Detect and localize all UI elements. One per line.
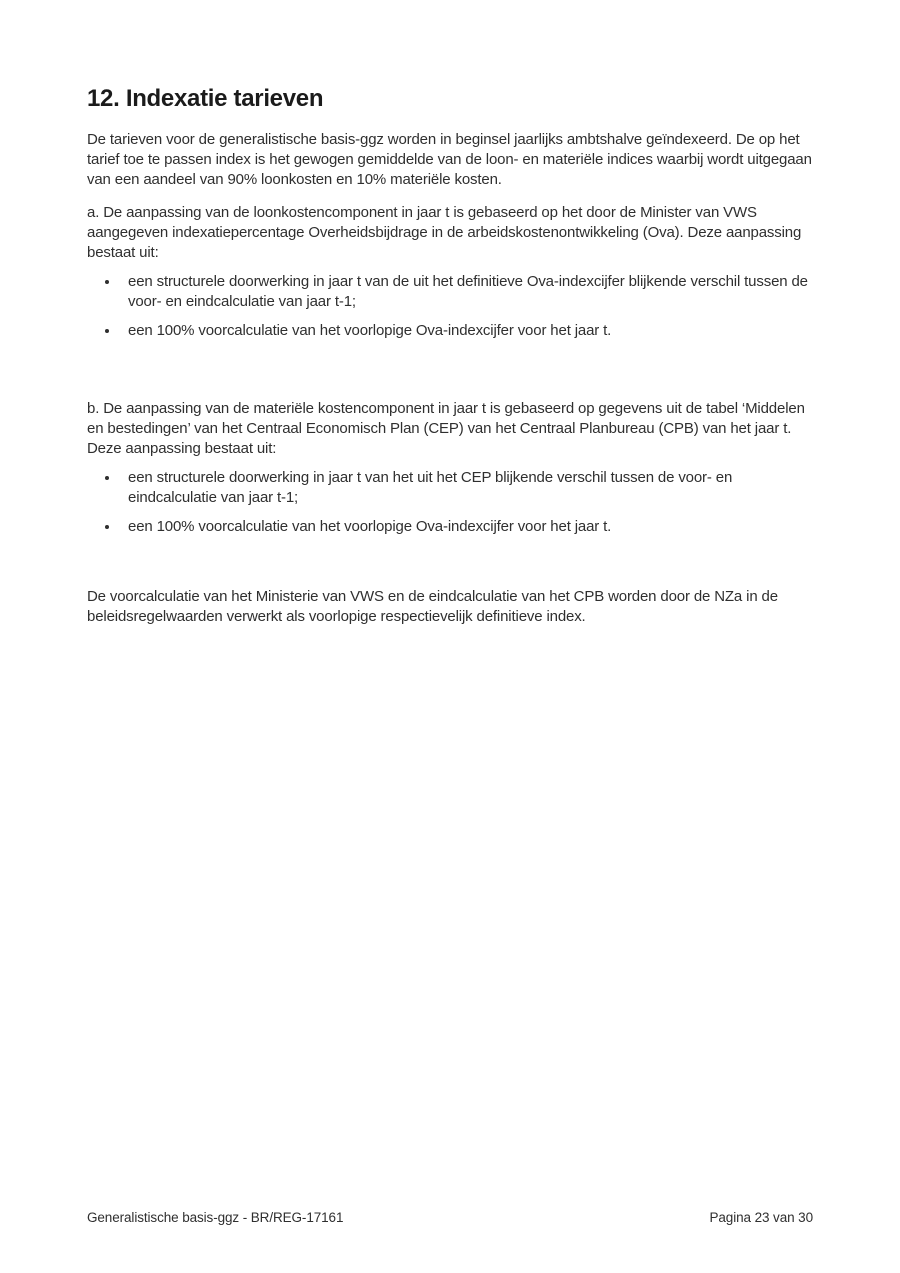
intro-paragraph: De tarieven voor de generalistische basis-ggz worden in beginsel jaarlijks ambtshalve geïndexeerd. De op het tarief toe te passen index is het gewogen gemiddelde van de loon- en materiële indices waarbij wordt uitgegaan van een aandeel van 90% loonkosten en 10% materiële kosten. <box>87 131 812 188</box>
page-footer <box>87 1209 813 1226</box>
list-item <box>87 272 814 312</box>
bullet-text: een 100% voorcalculatie van het voorlopige Ova-indexcijfer voor het jaar t. <box>128 322 612 339</box>
section-a-bullet-list <box>87 272 814 341</box>
bullet-icon <box>105 280 109 284</box>
bullet-text: een 100% voorcalculatie van het voorlopige Ova-indexcijfer voor het jaar t. <box>128 518 612 535</box>
document-content <box>87 0 814 627</box>
bullet-icon <box>105 476 109 480</box>
bullet-text: een structurele doorwerking in jaar t van de uit het definitieve Ova-indexcijfer blijkende verschil tussen de voor- en eindcalculatie van jaar t-1; <box>128 273 808 310</box>
page-title: 12. Indexatie tarieven <box>87 85 324 112</box>
bullet-icon <box>105 525 109 529</box>
closing-paragraph: De voorcalculatie van het Ministerie van VWS en de eindcalculatie van het CPB worden door de NZa in de beleidsregelwaarden verwerkt als voorlopige respectievelijk definitieve index. <box>87 588 778 625</box>
bullet-icon <box>105 329 109 333</box>
footer-document-id: Generalistische basis-ggz - BR/REG-17161 <box>87 1210 344 1225</box>
list-item <box>87 517 814 537</box>
list-item <box>87 468 814 508</box>
bullet-text: een structurele doorwerking in jaar t van het uit het CEP blijkende verschil tussen de voor- en eindcalculatie van jaar t-1; <box>128 469 733 506</box>
list-item <box>87 321 814 341</box>
section-b-bullet-list <box>87 468 814 537</box>
section-a-paragraph: a. De aanpassing van de loonkostencomponent in jaar t is gebaseerd op het door de Minister van VWS aangegeven indexatiepercentage Overheidsbijdrage in de arbeidskostenontwikkeling (Ova). Deze aanpassing bestaat uit: <box>87 204 802 261</box>
footer-page-number: Pagina 23 van 30 <box>709 1210 813 1225</box>
section-b-paragraph: b. De aanpassing van de materiële kostencomponent in jaar t is gebaseerd op gegevens uit de tabel ‘Middelen en bestedingen’ van het Centraal Economisch Plan (CEP) van het Centraal Planbureau (CPB) van het jaar t. Deze aanpassing bestaat uit: <box>87 400 805 457</box>
